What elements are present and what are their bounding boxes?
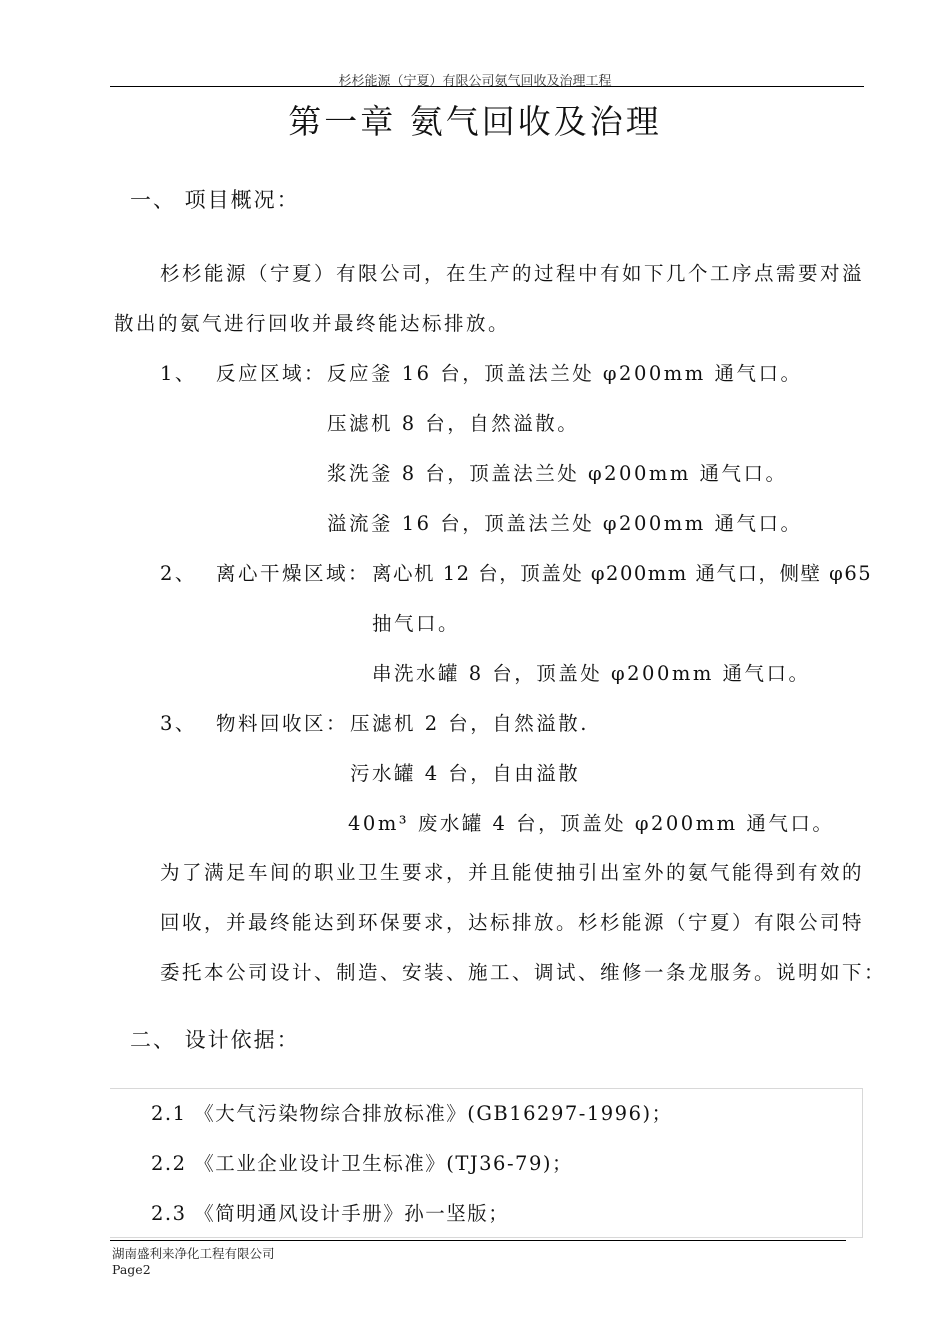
chapter-title: 第一章 氨气回收及治理 <box>288 102 662 141</box>
area-1-number: 1、 <box>160 362 197 385</box>
reference-item: 2.1 《大气污染物综合排放标准》(GB16297-1996)； <box>151 1102 673 1125</box>
section-heading-overview: 一、 项目概况： <box>130 188 300 212</box>
footer-company: 湖南盛利来净化工程有限公司 <box>112 1246 275 1261</box>
intro-line-1: 杉杉能源（宁夏）有限公司，在生产的过程中有如下几个工序点需要对溢 <box>160 262 865 285</box>
area-1-item-3: 浆洗釜 8 台，顶盖法兰处 φ200mm 通气口。 <box>327 462 788 485</box>
section-heading-design-basis: 二、 设计依据： <box>130 1028 300 1052</box>
area-3-item-1: 压滤机 2 台，自然溢散. <box>350 712 590 735</box>
footer-page-number: Page2 <box>112 1262 151 1277</box>
area-3-item-3: 40m³ 废水罐 4 台，顶盖处 φ200mm 通气口。 <box>348 812 835 835</box>
reference-item: 2.2 《工业企业设计卫生标准》(TJ36-79)； <box>151 1152 573 1175</box>
area-3-number: 3、 <box>160 712 197 735</box>
intro-line-2: 散出的氨气进行回收并最终能达标排放。 <box>114 312 511 335</box>
area-1-item-2: 压滤机 8 台，自然溢散。 <box>327 412 580 435</box>
closing-line-1: 为了满足车间的职业卫生要求，并且能使抽引出室外的氨气能得到有效的 <box>160 861 865 884</box>
area-3-label: 物料回收区： <box>216 712 349 735</box>
area-2-item-2: 串洗水罐 8 台，顶盖处 φ200mm 通气口。 <box>372 662 811 685</box>
area-1-label: 反应区域： <box>216 362 327 385</box>
area-2-item-1-cont: 抽气口。 <box>372 612 461 635</box>
area-2-number: 2、 <box>160 562 197 585</box>
reference-item: 2.3 《简明通风设计手册》孙一坚版； <box>151 1202 510 1225</box>
footer-rule <box>110 1240 846 1241</box>
header-rule <box>110 86 864 87</box>
closing-line-2: 回收，并最终能达到环保要求，达标排放。杉杉能源（宁夏）有限公司特 <box>160 911 865 934</box>
area-2-item-1: 离心机 12 台，顶盖处 φ200mm 通气口，侧壁 φ65 <box>372 562 873 585</box>
area-1-item-1: 反应釜 16 台，顶盖法兰处 φ200mm 通气口。 <box>327 362 803 385</box>
running-header: 杉杉能源（宁夏）有限公司氨气回收及治理工程 <box>338 74 612 89</box>
area-3-item-2: 污水罐 4 台，自由溢散 <box>350 762 581 785</box>
closing-line-3: 委托本公司设计、制造、安装、施工、调试、维修一条龙服务。说明如下： <box>160 961 887 984</box>
area-1-item-4: 溢流釜 16 台，顶盖法兰处 φ200mm 通气口。 <box>327 512 803 535</box>
area-2-label: 离心干燥区域： <box>216 562 371 585</box>
